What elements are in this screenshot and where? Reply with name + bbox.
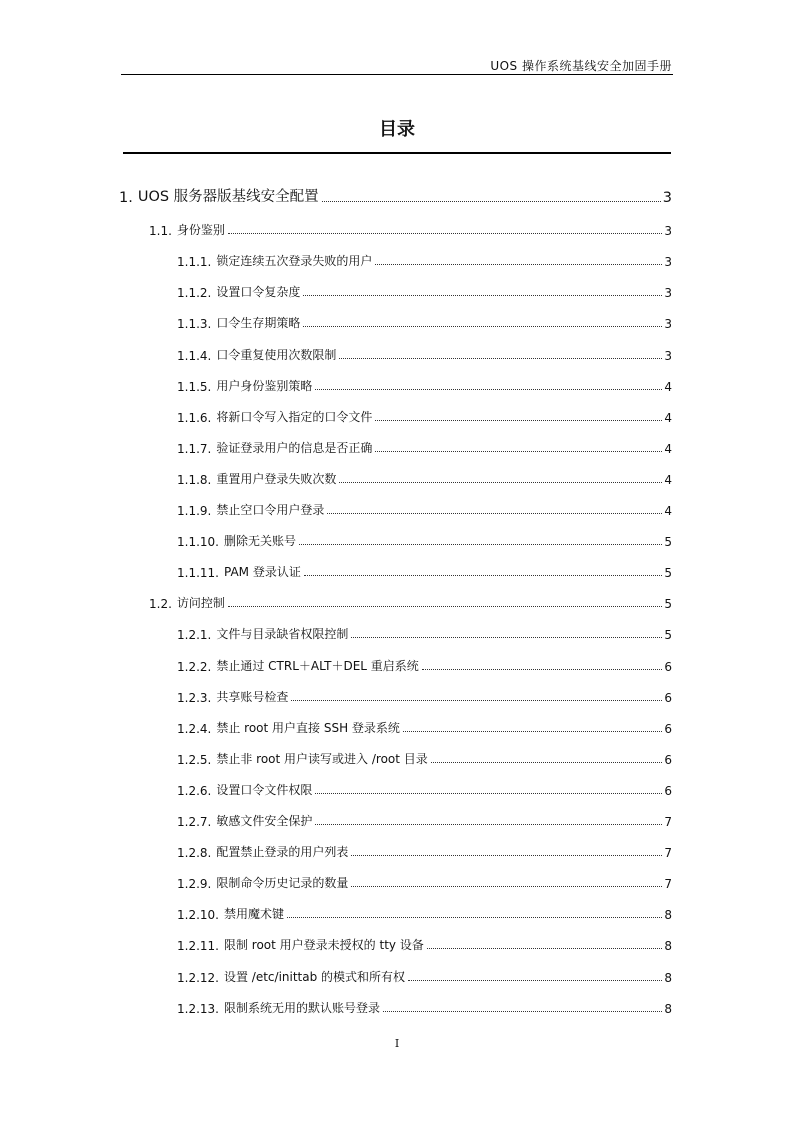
toc-entry[interactable] (177, 498, 672, 518)
toc-entry-page: 4 (664, 441, 672, 456)
toc-entry-label: 配置禁止登录的用户列表 (216, 845, 349, 860)
toc-entry-label: 禁止通过 CTRL＋ALT＋DEL 重启系统 (216, 658, 419, 673)
toc-entry-label: UOS 服务器版基线安全配置 (137, 189, 319, 205)
dot-leader (339, 482, 662, 483)
page-number: I (394, 1037, 400, 1050)
toc-entry-label: 验证登录用户的信息是否正确 (216, 440, 373, 455)
toc-entry-number: 1.2.13. (177, 1001, 219, 1016)
dot-leader (408, 980, 662, 981)
toc-entry-page: 7 (664, 815, 672, 829)
dot-leader (339, 358, 662, 359)
toc-entry-number: 1.1.8. (177, 472, 212, 487)
toc-entry-label: 设置口令文件权限 (216, 782, 313, 797)
toc-entry-number: 1.2.9. (177, 877, 212, 892)
toc-entry-label: 身份鉴别 (176, 223, 225, 238)
toc-entry-number: 1.2.6. (177, 783, 212, 798)
toc-entry-page: 3 (664, 286, 672, 301)
dot-leader (422, 669, 663, 670)
toc-entry-number: 1.1.11. (177, 566, 219, 581)
toc-entry-number: 1.1.7. (177, 441, 212, 456)
dot-leader (228, 606, 662, 607)
toc-entry[interactable] (177, 622, 672, 642)
dot-leader (351, 886, 662, 887)
toc-entry-label: 口令重复使用次数限制 (216, 347, 337, 362)
toc-entry-page: 5 (664, 597, 672, 612)
toc-entry-label: 禁用魔术键 (223, 907, 284, 922)
dot-leader (304, 575, 663, 576)
toc-entry-number: 1.2.12. (177, 970, 219, 985)
toc-entry[interactable] (177, 654, 672, 674)
dot-leader (228, 233, 662, 234)
dot-leader (403, 731, 662, 732)
toc-entry-number: 1.1.2. (177, 286, 212, 301)
toc-entry-page: 8 (664, 908, 672, 923)
toc-entry-page: 6 (664, 752, 672, 767)
toc-entry-page: 4 (664, 504, 672, 518)
toc-entry-page: 4 (664, 410, 672, 425)
toc-entry[interactable] (177, 405, 672, 425)
toc-entry-page: 8 (664, 1001, 672, 1016)
toc-entry-number: 1.1.9. (177, 504, 212, 518)
toc-entry-page: 4 (664, 379, 672, 394)
toc-entry[interactable] (177, 529, 672, 549)
toc-entry-label: 用户身份鉴别策略 (216, 378, 313, 393)
toc-entry-number: 1.2.5. (177, 752, 212, 767)
toc-entry-label: 共享账号检查 (216, 689, 289, 704)
toc-entry[interactable] (177, 965, 672, 985)
toc-entry-page: 7 (664, 846, 672, 861)
toc-entry-page: 3 (664, 348, 672, 363)
toc-entry-label: 限制 root 用户登录未授权的 tty 设备 (223, 938, 424, 953)
toc-entry-label: 访问控制 (176, 596, 225, 611)
toc-entry[interactable] (177, 560, 672, 580)
toc-entry-number: 1.2.3. (177, 690, 212, 705)
dot-leader (375, 420, 662, 421)
toc-entry-label: 禁止 root 用户直接 SSH 登录系统 (216, 720, 400, 735)
dot-leader (291, 700, 662, 701)
toc-entry[interactable] (149, 591, 672, 611)
toc-entry[interactable] (177, 467, 672, 487)
dot-leader (322, 201, 661, 202)
dot-leader (303, 295, 662, 296)
toc-entry[interactable] (177, 716, 672, 736)
toc-entry-label: 禁止空口令用户登录 (216, 503, 325, 517)
toc-entry-page: 5 (664, 535, 672, 550)
toc-entry-label: 删除无关账号 (223, 534, 296, 549)
toc-entry-number: 1.2.11. (177, 939, 219, 954)
toc-entry-page: 3 (662, 190, 672, 206)
toc-entry[interactable] (149, 218, 672, 238)
toc-entry-page: 4 (664, 472, 672, 487)
dot-leader (315, 793, 662, 794)
dot-leader (303, 326, 662, 327)
header-divider (121, 74, 673, 75)
toc-entry-number: 1.2.7. (177, 815, 212, 829)
toc-entry-label: 限制命令历史记录的数量 (216, 876, 349, 891)
toc-entry[interactable] (177, 436, 672, 456)
dot-leader (351, 637, 662, 638)
toc-entry-label: 限制系统无用的默认账号登录 (223, 1000, 380, 1015)
toc-entry[interactable] (177, 871, 672, 891)
dot-leader (375, 451, 662, 452)
toc-entry-page: 6 (664, 659, 672, 674)
toc-entry-label: 锁定连续五次登录失败的用户 (216, 254, 373, 269)
toc-entry-page: 6 (664, 783, 672, 798)
dot-leader (327, 513, 662, 514)
toc-entry[interactable] (177, 747, 672, 767)
toc-entry-label: 设置 /etc/inittab 的模式和所有权 (223, 969, 406, 984)
toc-entry-number: 1.1.3. (177, 317, 212, 332)
toc-entry[interactable] (177, 249, 672, 269)
toc-entry-number: 1.2.8. (177, 846, 212, 861)
toc-entry-number: 1.1.1. (177, 255, 212, 270)
toc-entry[interactable] (177, 933, 672, 953)
toc-entry[interactable] (177, 809, 672, 829)
toc-entry-page: 6 (664, 721, 672, 736)
toc-entry-label: 敏感文件安全保护 (216, 814, 313, 828)
title-divider (123, 152, 671, 154)
toc-entry-page: 5 (664, 628, 672, 643)
toc-entry[interactable] (177, 311, 672, 331)
toc-entry[interactable] (177, 343, 672, 363)
dot-leader (315, 824, 662, 825)
toc-entry[interactable] (177, 996, 672, 1016)
toc-entry-page: 7 (664, 877, 672, 892)
toc-entry-number: 1.2.4. (177, 721, 212, 736)
dot-leader (431, 762, 663, 763)
toc-entry[interactable] (177, 685, 672, 705)
toc-entry[interactable] (177, 902, 672, 922)
toc-entry-label: PAM 登录认证 (223, 565, 301, 580)
dot-leader (287, 917, 662, 918)
toc-entry-number: 1.1.6. (177, 410, 212, 425)
toc-entry-label: 设置口令复杂度 (216, 285, 301, 300)
toc-entry-page: 5 (664, 566, 672, 581)
toc-entry-number: 1.1.10. (177, 535, 219, 550)
toc-entry-number: 1.1. (149, 224, 172, 239)
toc-title: 目录 (379, 119, 415, 140)
dot-leader (351, 855, 662, 856)
toc-entry-number: 1.2.10. (177, 908, 219, 923)
toc-entry-page: 8 (664, 939, 672, 954)
toc-entry[interactable] (119, 184, 672, 206)
toc-entry-number: 1. (119, 190, 133, 206)
toc-entry-page: 6 (664, 690, 672, 705)
toc-entry[interactable] (177, 840, 672, 860)
dot-leader (427, 948, 663, 949)
toc-entry[interactable] (177, 280, 672, 300)
toc-entry[interactable] (177, 778, 672, 798)
toc-entry-label: 口令生存期策略 (216, 316, 301, 331)
toc-entry-number: 1.2.1. (177, 628, 212, 643)
toc-entry-page: 3 (664, 317, 672, 332)
toc-entry-number: 1.1.4. (177, 348, 212, 363)
toc-entry-number: 1.2. (149, 597, 172, 612)
dot-leader (375, 264, 662, 265)
running-header: UOS 操作系统基线安全加固手册 (490, 59, 672, 73)
toc-entry-label: 禁止非 root 用户读写或进入 /root 目录 (216, 751, 428, 766)
toc-entry-number: 1.1.5. (177, 379, 212, 394)
toc-entry-page: 3 (664, 224, 672, 239)
toc-entry-label: 文件与目录缺省权限控制 (216, 627, 349, 642)
toc-entry-label: 重置用户登录失败次数 (216, 471, 337, 486)
toc-entry-label: 将新口令写入指定的口令文件 (216, 409, 373, 424)
dot-leader (315, 389, 662, 390)
toc-entry-number: 1.2.2. (177, 659, 212, 674)
toc-entry-page: 3 (664, 255, 672, 270)
toc-entry[interactable] (177, 374, 672, 394)
toc-entry-page: 8 (664, 970, 672, 985)
dot-leader (299, 544, 662, 545)
dot-leader (383, 1011, 662, 1012)
